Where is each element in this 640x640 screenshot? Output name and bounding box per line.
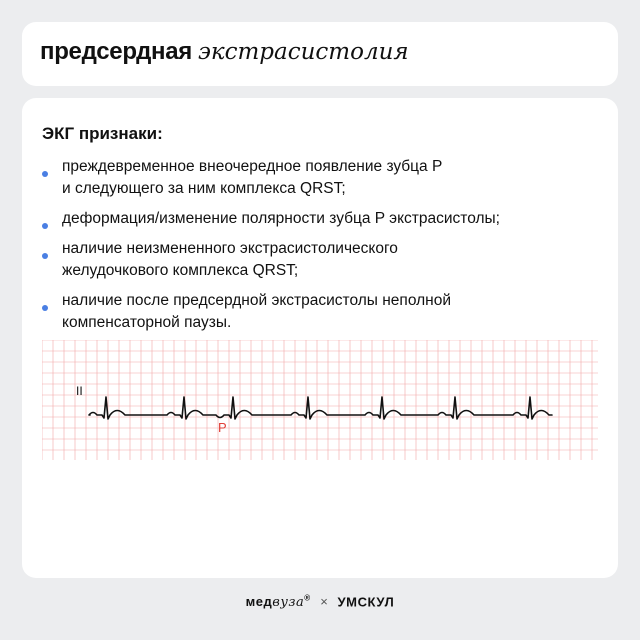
section-heading: ЭКГ признаки: (42, 124, 163, 143)
brand-meduza (246, 594, 311, 609)
brand-umskul: УМСКУЛ (337, 594, 395, 610)
ecg-grid (42, 340, 598, 460)
separator-icon: × (320, 594, 328, 610)
bullet-icon (42, 305, 48, 311)
lead-label: II (76, 384, 83, 398)
content-card (22, 98, 618, 578)
title-italic: экстрасистолия (197, 39, 409, 65)
page-title (40, 38, 409, 66)
list-item-text: преждевременное внеочередное появление зубца P и следующего за ним комплекса QRST; (62, 158, 443, 197)
title-card (22, 22, 618, 86)
bullet-icon (42, 171, 48, 177)
footer-brands (0, 594, 640, 610)
bullet-icon (42, 253, 48, 259)
registered-mark: ® (304, 594, 311, 603)
p-wave-marker: P (218, 420, 227, 435)
brand-meduza-italic: вуза (272, 595, 305, 611)
title-main: предсердная (40, 38, 192, 65)
list-item (22, 208, 618, 230)
list-item-text: деформация/изменение полярности зубца P экстрасистолы; (62, 210, 500, 227)
list-item (22, 156, 618, 200)
signs-list (22, 156, 618, 342)
list-item (22, 290, 618, 334)
list-item (22, 238, 618, 282)
bullet-icon (42, 223, 48, 229)
list-item-text: наличие неизмененного экстрасистолического желудочкового комплекса QRST; (62, 240, 398, 279)
brand-meduza-prefix: мед (245, 594, 273, 610)
ecg-trace (89, 397, 552, 419)
ecg-strip (42, 340, 598, 460)
list-item-text: наличие после предсердной экстрасистолы неполной компенсаторной паузы. (62, 292, 451, 331)
